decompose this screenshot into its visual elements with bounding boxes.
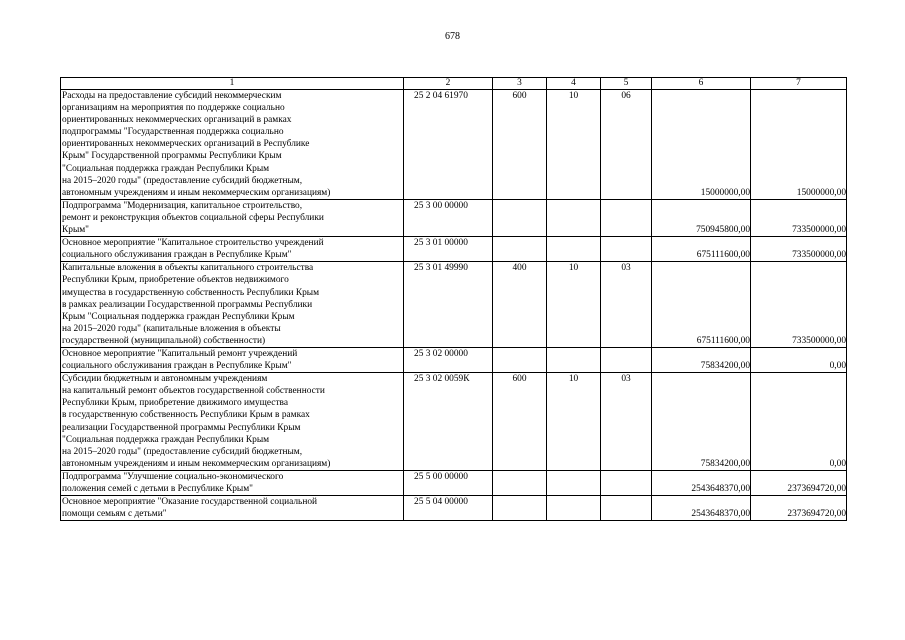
expense-type-cell [493,199,547,236]
amount-col6-cell: 675111600,00 [652,237,751,262]
amount-col6-cell: 675111600,00 [652,262,751,348]
subsection-cell: 06 [601,90,652,200]
amount-col6-cell: 750945800,00 [652,199,751,236]
target-article-cell: 25 3 02 00000 [404,347,493,372]
expense-type-cell [493,237,547,262]
expense-type-cell: 400 [493,262,547,348]
column-header: 3 [493,78,547,90]
column-header: 4 [547,78,601,90]
table-row [61,496,847,521]
subsection-cell [601,347,652,372]
table-row [61,199,847,236]
section-cell [547,496,601,521]
section-cell [547,470,601,495]
page-number: 678 [445,31,460,42]
amount-col7-cell: 2373694720,00 [751,470,847,495]
expense-name-cell: Субсидии бюджетным и автономным учреждениям на капитальный ремонт объектов государственной собственности Республики Крым, приобретение движимого имущества в государственную собственность Республики Крым в рамках реализации Государственной программы Республики Крым "Социальная поддержка граждан Республики Крым на 2015–2020 годы" (предоставление субсидий бюджетным, автономным учреждениям и иным некоммерческим организациям) [61,373,404,471]
section-cell: 10 [547,90,601,200]
expense-type-cell: 600 [493,373,547,471]
amount-col7-cell: 15000000,00 [751,90,847,200]
table-row [61,262,847,348]
header-row [61,78,847,90]
expense-name-cell: Подпрограмма "Модернизация, капитальное строительство, ремонт и реконструкция объектов социальной сферы Республики Крым" [61,199,404,236]
amount-col7-cell: 0,00 [751,373,847,471]
expense-name-cell: Капитальные вложения в объекты капитального строительства Республики Крым, приобретение объектов недвижимого имущества в государственную собственность Республики Крым в рамках реализации Государственной программы Республики Крым "Социальная поддержка граждан Республики Крым на 2015–2020 годы" (капитальные вложения в объекты государственной (муниципальной) собственности) [61,262,404,348]
target-article-cell: 25 5 00 00000 [404,470,493,495]
amount-col7-cell: 733500000,00 [751,262,847,348]
expense-name-cell: Подпрограмма "Улучшение социально-экономического положения семей с детьми в Республике Крым" [61,470,404,495]
amount-col7-cell: 2373694720,00 [751,496,847,521]
table-body [61,78,847,521]
column-header: 1 [61,78,404,90]
column-header: 2 [404,78,493,90]
expense-name-cell: Основное мероприятие "Капитальный ремонт учреждений социального обслуживания граждан в Республике Крым" [61,347,404,372]
expense-type-cell: 600 [493,90,547,200]
section-cell: 10 [547,373,601,471]
amount-col6-cell: 75834200,00 [652,373,751,471]
column-header: 6 [652,78,751,90]
target-article-cell: 25 3 01 00000 [404,237,493,262]
column-header: 5 [601,78,652,90]
expense-type-cell [493,496,547,521]
section-cell [547,237,601,262]
subsection-cell [601,496,652,521]
table-row [61,373,847,471]
table-row [61,470,847,495]
section-cell: 10 [547,262,601,348]
expense-name-cell: Расходы на предоставление субсидий некоммерческим организациям на мероприятия по поддержке социально ориентированных некоммерческих организаций в рамках подпрограммы "Государственная поддержка социально ориентированных некоммерческих организаций в Республике Крым" Государственной программы Республики Крым "Социальная поддержка граждан Республики Крым на 2015–2020 годы" (предоставление субсидий бюджетным, автономным учреждениям и иным некоммерческим организациям) [61,90,404,200]
subsection-cell [601,470,652,495]
subsection-cell: 03 [601,262,652,348]
target-article-cell: 25 3 02 0059К [404,373,493,471]
target-article-cell: 25 5 04 00000 [404,496,493,521]
table-row [61,237,847,262]
expense-type-cell [493,347,547,372]
expense-name-cell: Основное мероприятие "Капитальное строительство учреждений социального обслуживания граждан в Республике Крым" [61,237,404,262]
section-cell [547,347,601,372]
subsection-cell [601,199,652,236]
amount-col7-cell: 733500000,00 [751,199,847,236]
column-header: 7 [751,78,847,90]
target-article-cell: 25 3 01 49990 [404,262,493,348]
section-cell [547,199,601,236]
amount-col6-cell: 2543648370,00 [652,470,751,495]
subsection-cell [601,237,652,262]
amount-col6-cell: 2543648370,00 [652,496,751,521]
amount-col7-cell: 733500000,00 [751,237,847,262]
table-row [61,90,847,200]
expense-type-cell [493,470,547,495]
target-article-cell: 25 3 00 00000 [404,199,493,236]
budget-table [60,77,847,521]
amount-col6-cell: 75834200,00 [652,347,751,372]
amount-col7-cell: 0,00 [751,347,847,372]
expense-name-cell: Основное мероприятие "Оказание государственной социальной помощи семьям с детьми" [61,496,404,521]
subsection-cell: 03 [601,373,652,471]
table-row [61,347,847,372]
target-article-cell: 25 2 04 61970 [404,90,493,200]
amount-col6-cell: 15000000,00 [652,90,751,200]
